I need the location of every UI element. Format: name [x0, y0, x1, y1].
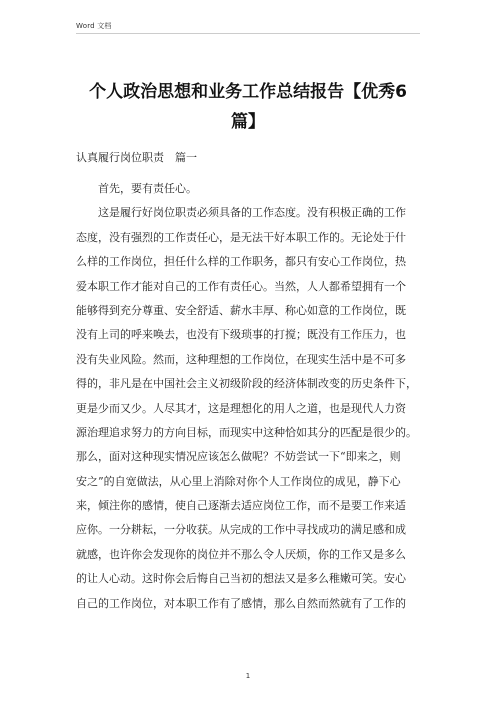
document-title [66, 77, 430, 137]
paragraph-line: 态度，没有强烈的工作责任心，是无法干好本职工作的。无论处于什 [76, 230, 406, 244]
paragraph-line: 自己的工作岗位，对本职工作有了感情，那么自然而然就有了工作的 [76, 596, 406, 610]
paragraph-line: 首先，要有责任心。 [98, 182, 197, 195]
paragraph-line: 得的，非凡是在中国社会主义初级阶段的经济体制改变的历史条件下， [76, 377, 417, 391]
title-line: 篇】 [231, 112, 265, 132]
paragraph-line: 没有上司的呼来唤去，也没有下级琐事的打搅；既没有工作压力，也 [76, 328, 406, 342]
body-text [76, 177, 420, 616]
paragraph-line: 应你。一分耕耘，一分收获。从完成的工作中寻找成功的满足感和成 [76, 523, 406, 537]
paragraph-line: 那么，面对这种现实情况应该怎么做呢？不妨尝试一下“即来之，则 [76, 450, 401, 464]
paragraph-line: 么样的工作岗位，担任什么样的工作职务，都只有安心工作岗位，热 [76, 255, 406, 269]
paragraph-line: 来，倾注你的感情，使自己逐渐去适应岗位工作，而不是要工作来适 [76, 499, 406, 513]
paragraph-line: 的让人心动。这时你会后悔自己当初的想法又是多么稚嫩可笑。安心 [76, 572, 406, 586]
page-number: 1 [245, 672, 251, 680]
paragraph-line: 就感，也许你会发现你的岗位并不那么令人厌烦，你的工作又是多么 [76, 547, 406, 561]
section-heading: 认真履行岗位职责 篇一 [76, 151, 197, 164]
paragraph-line: 爱本职工作才能对自己的工作有责任心。当然，人人都希望拥有一个 [76, 279, 406, 293]
paragraph-line: 这是履行好岗位职责必须具备的工作态度。没有积极正确的工作 [98, 206, 406, 220]
paragraph-line: 没有失业风险。然而，这种理想的工作岗位，在现实生活中是不可多 [76, 352, 406, 366]
paragraph-line: 安之”的自宽做法，从心里上消除对你个人工作岗位的成见，静下心 [76, 474, 401, 488]
paragraph-line: 能够得到充分尊重、安全舒适、薪水丰厚、称心如意的工作岗位，既 [76, 303, 406, 317]
header-divider [76, 33, 420, 34]
title-line: 个人政治思想和业务工作总结报告【优秀6 [89, 82, 407, 102]
header-label: Word 文档 [76, 22, 112, 30]
paragraph-line: 更是少而又少。人尽其才，这是理想化的用人之道，也是现代人力资 [76, 401, 406, 415]
paragraph-line: 源治理追求努力的方向目标，而现实中这种恰如其分的匹配是很少的。 [76, 425, 417, 439]
